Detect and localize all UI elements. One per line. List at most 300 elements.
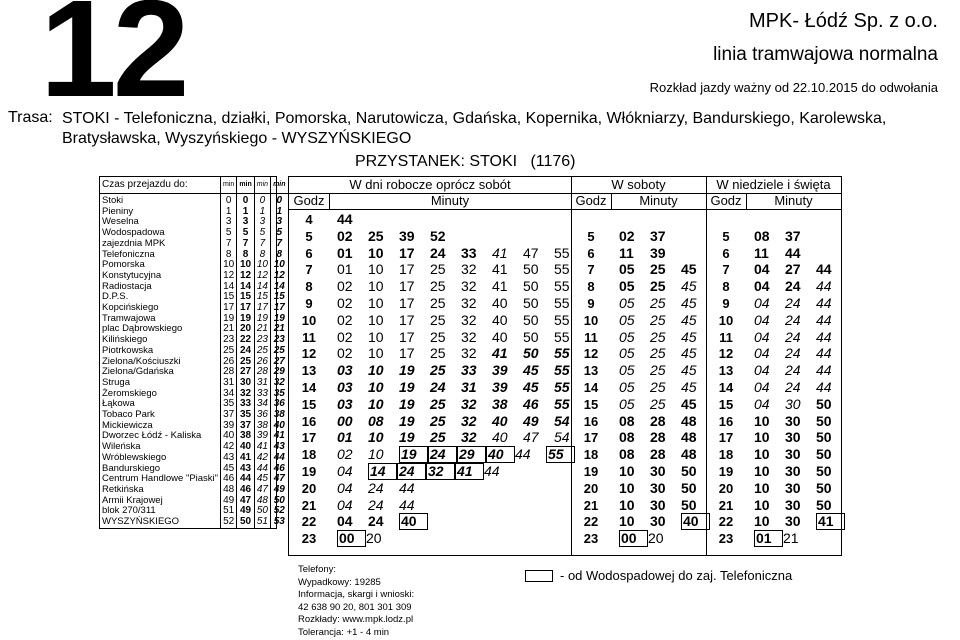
departure-minute: 50 [816, 446, 832, 463]
travel-stop-name: Zielona/Kościuszki [102, 355, 181, 367]
travel-time: 7 [254, 239, 270, 250]
departure-minute: 52 [430, 227, 446, 244]
departure-minute: 00 [337, 530, 366, 547]
travel-stop-name: zajezdnia MPK [102, 237, 166, 249]
legend-text: - od Wodospadowej do zaj. Telefoniczna [560, 568, 793, 583]
hour-label: 20 [718, 480, 734, 496]
travel-time: 7 [237, 239, 254, 250]
hour-label: 13 [718, 363, 734, 379]
departure-minute: 10 [754, 496, 770, 513]
departure-minute: 44 [816, 261, 832, 278]
departure-minute: 05 [619, 295, 635, 311]
departure-minute: 45 [681, 395, 697, 412]
departure-minute: 40 [492, 311, 508, 328]
departure-minute: 08 [619, 412, 635, 429]
travel-stop-row [100, 239, 288, 250]
minutes-row [619, 379, 712, 396]
hour-label: 14 [583, 380, 599, 395]
travel-time: 42 [254, 453, 270, 464]
travel-stop-name: Telefoniczna [102, 248, 155, 260]
travel-time: 15 [254, 292, 270, 303]
departure-minute: 10 [368, 362, 384, 379]
departure-minute: 11 [754, 244, 769, 261]
departure-minute: 24 [430, 379, 446, 395]
departure-minute: 28 [650, 429, 666, 446]
minutes-row [619, 228, 681, 245]
departure-minute: 55 [554, 244, 570, 261]
travel-time: 32 [237, 389, 254, 400]
departure-minute: 24 [428, 446, 457, 463]
departure-minute: 30 [785, 496, 801, 513]
section-header: W soboty [611, 177, 666, 192]
minutes-row [754, 480, 847, 497]
travel-time: 8 [237, 250, 254, 261]
departure-minute: 40 [681, 513, 710, 530]
departure-minute: 04 [754, 311, 770, 328]
travel-time: 19 [237, 314, 254, 325]
travel-time: 17 [271, 303, 288, 314]
departure-minute: 50 [523, 311, 539, 328]
travel-time: 53 [271, 517, 288, 528]
departure-minute: 04 [754, 278, 770, 295]
departure-minute: 17 [399, 244, 415, 261]
departure-minute: 10 [368, 395, 384, 412]
departure-minute: 30 [650, 479, 666, 496]
minutes-row [337, 497, 430, 514]
departure-minute: 04 [337, 463, 353, 479]
travel-time: 46 [237, 485, 254, 496]
departure-minute: 50 [681, 463, 697, 479]
minutes-row [337, 446, 575, 463]
departure-minute: 38 [492, 395, 508, 412]
travel-stop-name: Żeromskiego [102, 387, 157, 399]
departure-minute: 04 [754, 328, 770, 345]
travel-time: 47 [237, 496, 254, 507]
hour-label: 17 [583, 430, 599, 446]
minutes-row [754, 228, 816, 245]
departure-minute: 41 [492, 261, 508, 278]
travel-time: 44 [254, 464, 270, 475]
travel-time: 36 [271, 399, 288, 410]
departure-minute: 10 [754, 479, 770, 496]
hour-label: 11 [584, 329, 598, 345]
departure-minute: 25 [430, 278, 446, 295]
departure-minute: 20 [648, 530, 664, 547]
travel-time: 50 [254, 506, 270, 517]
hour-label: 22 [583, 514, 599, 530]
departure-minute: 05 [619, 311, 635, 328]
departure-minute: 19 [399, 362, 415, 379]
travel-time: 42 [221, 442, 237, 453]
header-rule [289, 193, 841, 194]
departure-minute: 50 [523, 261, 539, 278]
travel-stop-name: Wróblewskiego [102, 451, 167, 463]
departure-minute: 10 [368, 244, 384, 261]
departure-minute: 55 [554, 379, 570, 395]
hour-label: 12 [718, 346, 734, 362]
departure-minute: 30 [785, 429, 801, 446]
travel-stop-row [100, 453, 288, 464]
travel-stop-name: blok 270/311 [102, 505, 156, 517]
departure-minute: 04 [337, 496, 353, 513]
departure-minute: 17 [399, 311, 415, 328]
travel-time: 36 [254, 410, 270, 421]
departure-minute: 44 [484, 463, 500, 479]
company-name: MPK- Łódź Sp. z o.o. [749, 10, 938, 32]
departure-minute: 32 [461, 345, 477, 362]
minutes-row [337, 379, 585, 396]
unit-header: min [271, 177, 288, 194]
departure-minute: 44 [816, 362, 832, 379]
minutes-row [619, 413, 712, 430]
travel-time: 34 [221, 389, 237, 400]
hour-label: 15 [583, 396, 599, 412]
departure-minute: 10 [368, 311, 384, 328]
travel-time: 17 [237, 303, 254, 314]
minutes-row [337, 211, 368, 228]
travel-time: 32 [271, 378, 288, 389]
departure-minute: 44 [337, 211, 353, 227]
minutes-row [619, 463, 712, 480]
departure-minute: 44 [816, 311, 832, 328]
departure-minute: 32 [426, 463, 455, 480]
travel-time: 40 [237, 442, 254, 453]
departure-minute: 25 [650, 278, 666, 295]
travel-time: 5 [221, 228, 237, 239]
travel-time: 35 [221, 399, 237, 410]
departure-minute: 25 [650, 311, 666, 328]
travel-time: 17 [254, 303, 270, 314]
departure-minute: 50 [816, 479, 832, 496]
minutes-row [619, 480, 712, 497]
departure-minute: 17 [399, 278, 415, 295]
travel-time: 50 [271, 496, 288, 507]
departure-minute: 39 [492, 379, 508, 395]
travel-time: 0 [254, 194, 270, 207]
travel-time: 33 [237, 399, 254, 410]
departure-minute: 30 [650, 463, 666, 479]
hour-column-header: Godz [710, 193, 742, 208]
travel-time: 7 [221, 239, 237, 250]
departure-minute: 05 [619, 379, 635, 395]
hour-label: 8 [587, 279, 595, 295]
departure-minute: 32 [461, 328, 477, 345]
travel-time: 30 [237, 378, 254, 389]
hour-label: 18 [718, 447, 734, 463]
minutes-row [337, 329, 585, 346]
minutes-row [754, 530, 814, 547]
departure-minute: 30 [785, 463, 801, 479]
departure-minute: 05 [619, 345, 635, 362]
hour-label: 14 [718, 380, 734, 395]
departure-minute: 45 [681, 295, 697, 311]
departure-minute: 48 [681, 412, 697, 429]
departure-minute: 10 [368, 429, 384, 446]
departure-minute: 17 [399, 328, 415, 345]
travel-stop-name: Tramwajowa [102, 312, 156, 324]
hour-label: 15 [301, 396, 317, 412]
travel-time: 41 [254, 442, 270, 453]
minutes-row [619, 278, 712, 295]
header-rule [289, 209, 841, 210]
departure-minute: 32 [461, 278, 477, 295]
travel-time: 3 [271, 217, 288, 228]
travel-time: 31 [221, 378, 237, 389]
hour-label: 19 [583, 464, 599, 479]
departure-minute: 44 [399, 496, 415, 513]
hour-label: 10 [718, 312, 734, 328]
departure-minute: 10 [368, 328, 384, 345]
travel-time: 39 [221, 421, 237, 432]
travel-time: 38 [271, 410, 288, 421]
travel-time: 37 [221, 410, 237, 421]
departure-minute: 19 [399, 412, 415, 429]
travel-time: 8 [221, 250, 237, 261]
unit-header: min [254, 177, 270, 194]
travel-time: 47 [271, 474, 288, 485]
hour-label: 15 [718, 396, 734, 412]
travel-time: 1 [254, 207, 270, 218]
departure-minute: 25 [430, 362, 446, 379]
departure-minute: 45 [681, 328, 697, 345]
minutes-row [754, 396, 847, 413]
travel-stop-name: plac Dąbrowskiego [102, 323, 183, 335]
departure-minute: 50 [816, 429, 832, 446]
departure-minute: 30 [650, 496, 666, 513]
departure-minute: 25 [430, 429, 446, 446]
departure-minute: 14 [368, 463, 397, 480]
travel-stop-name: Pieniny [102, 205, 134, 217]
travel-stop-row [100, 194, 288, 207]
departure-minute: 48 [681, 429, 697, 446]
departure-minute: 10 [368, 379, 384, 395]
travel-time: 21 [271, 324, 288, 335]
departure-minute: 50 [681, 496, 697, 513]
departure-minute: 39 [650, 244, 666, 261]
departure-minute: 30 [785, 412, 801, 429]
travel-time: 52 [271, 506, 288, 517]
minutes-row [754, 345, 847, 362]
minutes-row [754, 261, 847, 278]
travel-time: 1 [221, 207, 237, 218]
minutes-row [619, 396, 712, 413]
travel-time: 50 [237, 517, 254, 528]
departure-minute: 55 [554, 295, 570, 311]
departure-minute: 54 [554, 412, 570, 429]
hour-label: 16 [718, 413, 734, 429]
minutes-row [619, 446, 712, 463]
departure-minute: 50 [816, 496, 832, 513]
hour-label: 16 [301, 413, 317, 429]
departure-minute: 25 [430, 261, 446, 278]
contact-line: 42 638 90 20, 801 301 309 [298, 601, 412, 613]
hour-column-header: Godz [293, 193, 325, 208]
minutes-row [754, 245, 816, 262]
departure-minute: 19 [399, 395, 415, 412]
travel-time: 10 [237, 260, 254, 271]
hour-label: 22 [301, 514, 317, 530]
travel-time: 46 [271, 464, 288, 475]
departure-minute: 40 [492, 429, 508, 446]
travel-stop-name: D.P.S. [102, 291, 129, 303]
minutes-row [337, 278, 585, 295]
departure-minute: 24 [368, 496, 384, 513]
travel-time: 47 [254, 485, 270, 496]
travel-time: 43 [221, 453, 237, 464]
minutes-row [754, 329, 847, 346]
departure-minute: 44 [816, 295, 832, 311]
travel-stop-name: Retkińska [102, 483, 144, 495]
departure-minute: 25 [650, 379, 666, 395]
travel-time: 35 [237, 410, 254, 421]
departure-minute: 55 [546, 446, 575, 463]
travel-time: 49 [237, 506, 254, 517]
travel-stop-name: Radiostacja [102, 280, 152, 292]
hour-label: 9 [587, 296, 595, 311]
travel-time: 49 [221, 496, 237, 507]
departure-minute: 47 [523, 244, 539, 261]
departure-minute: 29 [457, 446, 486, 463]
hour-label: 7 [722, 262, 730, 278]
departure-minute: 44 [785, 244, 801, 261]
travel-time: 45 [221, 464, 237, 475]
route-label: Trasa: [8, 109, 53, 126]
departure-minute: 19 [399, 379, 415, 395]
departure-minute: 10 [368, 446, 384, 463]
departure-minute: 24 [785, 278, 801, 295]
travel-time: 0 [271, 194, 288, 207]
contact-line: Wypadkowy: 19285 [298, 576, 381, 588]
travel-time: 40 [271, 421, 288, 432]
minutes-row [337, 312, 585, 329]
travel-time: 3 [254, 217, 270, 228]
departure-minute: 03 [337, 379, 353, 395]
travel-time: 39 [254, 431, 270, 442]
travel-time: 49 [271, 485, 288, 496]
departure-minute: 50 [523, 328, 539, 345]
departure-minute: 10 [754, 513, 770, 530]
minutes-row [337, 513, 428, 530]
departure-minute: 10 [619, 463, 635, 479]
minutes-row [337, 245, 585, 262]
departure-minute: 25 [650, 328, 666, 345]
travel-time: 23 [271, 335, 288, 346]
departure-minute: 44 [816, 328, 832, 345]
travel-time: 41 [271, 431, 288, 442]
departure-minute: 25 [430, 311, 446, 328]
hour-divider [746, 193, 747, 209]
contact-line: Rozkłady: www.mpk.lodz.pl [298, 614, 414, 625]
departure-minute: 55 [554, 261, 570, 278]
travel-stop-name: Pomorska [102, 259, 145, 271]
departure-minute: 03 [337, 362, 353, 379]
departure-minute: 37 [650, 227, 666, 244]
hour-label: 10 [301, 312, 317, 328]
departure-minute: 03 [337, 395, 353, 412]
departure-minute: 30 [650, 513, 666, 530]
hour-label: 17 [718, 430, 734, 446]
minutes-row [619, 329, 712, 346]
travel-time: 15 [271, 292, 288, 303]
minutes-column-header: Minuty [430, 193, 470, 208]
minutes-row [754, 362, 847, 379]
travel-stop-name: Piotrkowska [102, 344, 154, 356]
departure-minute: 45 [681, 379, 697, 395]
travel-time: 15 [237, 292, 254, 303]
travel-time: 19 [254, 314, 270, 325]
departure-minute: 01 [337, 244, 353, 261]
travel-time: 46 [221, 474, 237, 485]
departure-minute: 40 [399, 513, 428, 530]
travel-time: 26 [221, 357, 237, 368]
minutes-row [754, 295, 847, 312]
hour-label: 16 [583, 413, 599, 429]
minutes-row [337, 429, 585, 446]
minutes-row [619, 362, 712, 379]
minutes-column-header: Minuty [639, 193, 678, 208]
departure-minute: 24 [785, 311, 801, 328]
travel-time: 27 [237, 367, 254, 378]
departure-minute: 08 [368, 412, 384, 429]
departure-minute: 04 [754, 395, 770, 412]
hour-label: 19 [718, 464, 734, 479]
departure-minute: 25 [650, 395, 666, 412]
departure-minute: 02 [337, 446, 353, 463]
minutes-row [754, 463, 847, 480]
hour-label: 21 [718, 497, 734, 513]
departure-minute: 55 [554, 278, 570, 295]
travel-time: 35 [271, 389, 288, 400]
travel-time: 0 [237, 194, 254, 207]
departure-minute: 10 [368, 278, 384, 295]
travel-time: 41 [237, 453, 254, 464]
hour-label: 10 [583, 312, 599, 328]
departure-minute: 05 [619, 278, 635, 295]
travel-stop-name: Struga [102, 376, 130, 388]
travel-time: 43 [271, 442, 288, 453]
hour-label: 7 [587, 262, 595, 278]
travel-time: 14 [221, 282, 237, 293]
departure-minute: 24 [430, 244, 446, 261]
hour-label: 11 [302, 329, 316, 345]
hour-label: 14 [301, 380, 317, 395]
hour-column-header: Godz [575, 193, 607, 208]
travel-time: 3 [237, 217, 254, 228]
hour-label: 7 [305, 262, 313, 278]
departure-minute: 01 [754, 530, 783, 547]
departure-minute: 04 [754, 362, 770, 379]
departure-minute: 10 [754, 463, 770, 479]
departure-minute: 24 [785, 295, 801, 311]
departure-minute: 45 [681, 278, 697, 295]
travel-time: 19 [221, 314, 237, 325]
departure-minute: 30 [785, 513, 801, 530]
travel-time: 51 [221, 506, 237, 517]
departure-minute: 39 [492, 362, 508, 379]
departure-minute: 55 [554, 395, 570, 412]
departure-minute: 10 [368, 295, 384, 311]
minutes-column-header: Minuty [774, 193, 813, 208]
travel-stop-name: Konstytucyjna [102, 269, 162, 281]
travel-time: 33 [254, 389, 270, 400]
minutes-row [337, 530, 397, 547]
travel-stop-name: Tobaco Park [102, 409, 155, 421]
travel-time: 17 [221, 303, 237, 314]
departure-minute: 50 [523, 278, 539, 295]
travel-time: 14 [254, 282, 270, 293]
minutes-row [619, 295, 712, 312]
departure-minute: 41 [816, 513, 845, 530]
